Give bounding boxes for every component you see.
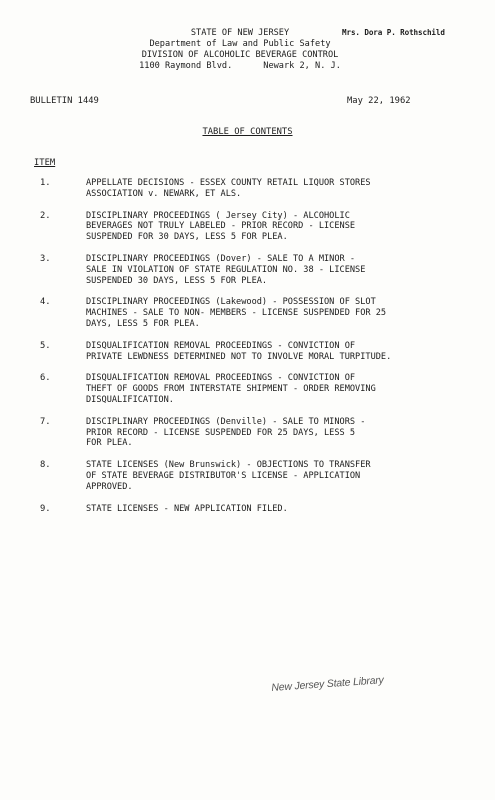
toc-entry-number: 2. <box>40 210 51 221</box>
toc-entry-line: DISQUALIFICATION REMOVAL PROCEEDINGS - CONVICTION OF <box>86 340 356 351</box>
toc-entry-text <box>86 341 476 363</box>
letterhead-division: DIVISION OF ALCOHOLIC BEVERAGE CONTROL <box>141 50 339 60</box>
letterhead-state: STATE OF NEW JERSEY <box>190 28 290 38</box>
toc-entry-line: STATE LICENSES - NEW APPLICATION FILED. <box>86 503 288 514</box>
toc-entry-line: DISCIPLINARY PROCEEDINGS (Lakewood) - POSSESSION OF SLOT <box>86 297 376 308</box>
toc-entry-text <box>86 211 476 243</box>
toc-entry-line: DISQUALIFICATION. <box>86 394 174 405</box>
toc-entry-text <box>86 417 476 449</box>
toc-entry-line: OF STATE BEVERAGE DISTRIBUTOR'S LICENSE - APPLICATION <box>86 470 361 481</box>
toc-entry-text <box>86 254 476 286</box>
toc-entry <box>0 341 495 363</box>
toc-entry <box>0 211 495 243</box>
letterhead-address: 1100 Raymond Blvd. Newark 2, N. J. <box>139 61 341 71</box>
toc-entry-line: PRIOR RECORD - LICENSE SUSPENDED FOR 25 DAYS, LESS 5 <box>86 427 356 438</box>
toc-entry <box>0 178 495 200</box>
toc-entry-line: SUSPENDED 30 DAYS, LESS 5 FOR PLEA. <box>86 275 268 286</box>
toc-entries <box>0 178 495 525</box>
toc-entry-line: DISCIPLINARY PROCEEDINGS ( Jersey City) - ALCOHOLIC <box>86 210 350 221</box>
toc-entry-number: 3. <box>40 253 51 264</box>
toc-entry-line: SUSPENDED FOR 30 DAYS, LESS 5 FOR PLEA. <box>86 232 288 243</box>
toc-entry-line: STATE LICENSES (New Brunswick) - OBJECTIONS TO TRANSFER <box>86 460 371 471</box>
toc-entry-line: DAYS, LESS 5 FOR PLEA. <box>86 318 200 329</box>
toc-entry-line: SALE IN VIOLATION OF STATE REGULATION NO. 38 - LICENSE <box>86 264 366 275</box>
toc-entry-line: THEFT OF GOODS FROM INTERSTATE SHIPMENT - ORDER REMOVING <box>86 384 376 395</box>
toc-entry-text <box>86 297 476 329</box>
toc-entry-text <box>86 178 476 200</box>
toc-entry-line: BEVERAGES NOT TRULY LABELED - PRIOR RECORD - LICENSE <box>86 221 356 232</box>
toc-entry-number: 5. <box>40 340 51 351</box>
toc-entry-line: DISQUALIFICATION REMOVAL PROCEEDINGS - CONVICTION OF <box>86 373 356 384</box>
recipient-name: Mrs. Dora P. Rothschild <box>342 28 445 37</box>
toc-entry-number: 1. <box>40 178 51 188</box>
toc-entry-number: 9. <box>40 503 51 514</box>
letterhead-department: Department of Law and Public Safety <box>149 39 331 49</box>
toc-entry <box>0 297 495 329</box>
toc-entry <box>0 254 495 286</box>
toc-entry-text <box>86 460 476 492</box>
toc-entry <box>0 460 495 492</box>
toc-title: TABLE OF CONTENTS <box>202 127 293 137</box>
toc-entry-number: 6. <box>40 373 51 384</box>
toc-entry-line: ASSOCIATION v. NEWARK, ET ALS. <box>86 188 242 199</box>
toc-entry-number: 7. <box>40 416 51 427</box>
toc-entry-line: FOR PLEA. <box>86 438 133 449</box>
toc-entry <box>0 417 495 449</box>
toc-entry-text <box>86 504 476 515</box>
toc-entry-line: MACHINES - SALE TO NON- MEMBERS - LICENSE SUSPENDED FOR 25 <box>86 308 387 319</box>
toc-entry-number: 8. <box>40 460 51 471</box>
bulletin-date: May 22, 1962 <box>347 96 411 106</box>
toc-entry-line: PRIVATE LEWDNESS DETERMINED NOT TO INVOLVE MORAL TURPITUDE. <box>86 351 392 362</box>
toc-entry-text <box>86 373 476 405</box>
toc-entry-line: DISCIPLINARY PROCEEDINGS (Denville) - SALE TO MINORS - <box>86 416 366 427</box>
toc-entry-number: 4. <box>40 297 51 308</box>
toc-entry-line: APPROVED. <box>86 481 133 492</box>
library-stamp: New Jersey State Library <box>271 674 385 694</box>
toc-entry-line: DISCIPLINARY PROCEEDINGS (Dover) - SALE TO A MINOR - <box>86 253 356 264</box>
toc-entry <box>0 373 495 405</box>
toc-entry <box>0 504 495 515</box>
bulletin-number: BULLETIN 1449 <box>30 96 99 106</box>
toc-entry-line: APPELLATE DECISIONS - ESSEX COUNTY RETAIL LIQUOR STORES <box>86 178 371 188</box>
item-column-heading: ITEM <box>34 158 56 168</box>
